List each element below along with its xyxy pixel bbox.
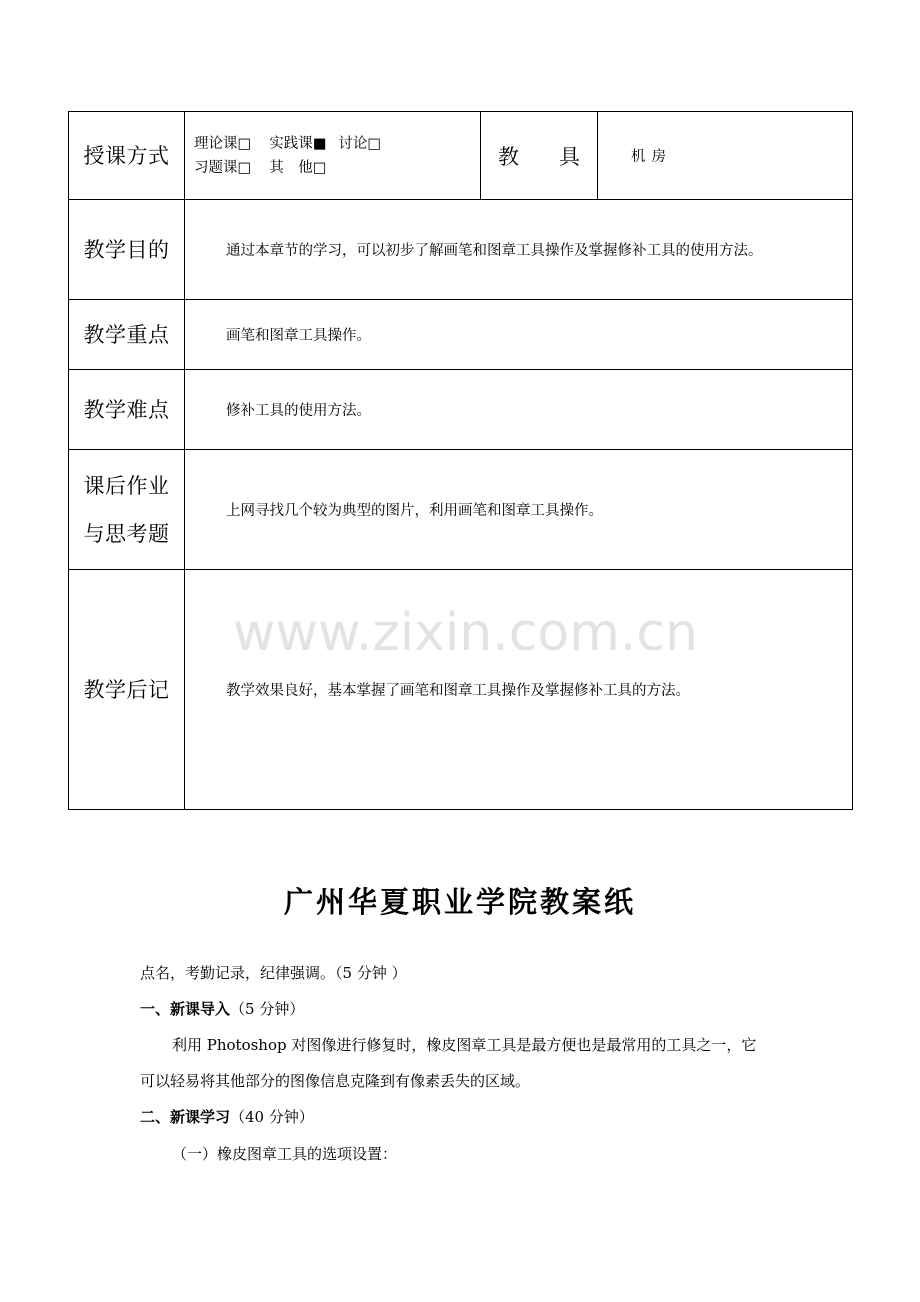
tools-value: 机房: [598, 112, 853, 200]
table-row: [69, 450, 853, 570]
table-row: [69, 112, 853, 200]
document-title: 广州华夏职业学院教案纸: [283, 885, 636, 919]
mode-options: [185, 112, 481, 200]
difficulties-label: 教学难点: [69, 370, 185, 450]
objective-text: 通过本章节的学习，可以初步了解画笔和图章工具操作及掌握修补工具的使用方法。: [185, 200, 853, 300]
objective-label: 教学目的: [69, 200, 185, 300]
key-points-text: 画笔和图章工具操作。: [185, 300, 853, 370]
postscript-text: 教学效果良好，基本掌握了画笔和图章工具操作及掌握修补工具的方法。: [185, 570, 853, 810]
lesson-plan-table: [68, 111, 853, 810]
homework-label: [69, 450, 185, 570]
option-theory: 理论课□: [194, 135, 252, 152]
option-discussion: 讨论□: [338, 135, 382, 152]
intro-paragraph-line2: 可以轻易将其他部分的图像信息克隆到有像素丢失的区域。: [140, 1072, 531, 1090]
tools-label: [481, 112, 598, 200]
section1-heading-line: [140, 998, 304, 1019]
table-row: [69, 200, 853, 300]
watermark: www.zixin.com.cn: [233, 603, 698, 663]
section2-time: （40 分钟）: [230, 1108, 314, 1126]
section2-heading: 二、新课学习: [140, 1108, 231, 1126]
option-other: 其 他□: [269, 159, 327, 176]
tools-label-char2: 具: [559, 144, 580, 169]
key-points-label: 教学重点: [69, 300, 185, 370]
section1-heading: 一、新课导入: [140, 1000, 231, 1018]
table-row: [69, 300, 853, 370]
option-practice: 实践课■: [269, 135, 327, 152]
roll-call-text: 点名，考勤记录，纪律强调。（5 分钟 ）: [140, 964, 407, 982]
tools-label-char1: 教: [498, 144, 519, 169]
difficulties-text: 修补工具的使用方法。: [185, 370, 853, 450]
subsection1-heading: （一）橡皮图章工具的选项设置：: [172, 1145, 398, 1163]
intro-paragraph-line1: 利用 Photoshop 对图像进行修复时，橡皮图章工具是最方便也是最常用的工具之一，它: [172, 1036, 757, 1054]
postscript-label: 教学后记: [69, 570, 185, 810]
mode-label: 授课方式: [69, 112, 185, 200]
section1-time: （5 分钟）: [230, 1000, 305, 1018]
option-exercise: 习题课□: [194, 159, 252, 176]
homework-text: 上网寻找几个较为典型的图片，利用画笔和图章工具操作。: [185, 450, 853, 570]
homework-label-line2: 与思考题: [83, 521, 170, 546]
table-row: [69, 370, 853, 450]
section2-heading-line: [140, 1106, 314, 1127]
homework-label-line1: 课后作业: [83, 473, 170, 498]
